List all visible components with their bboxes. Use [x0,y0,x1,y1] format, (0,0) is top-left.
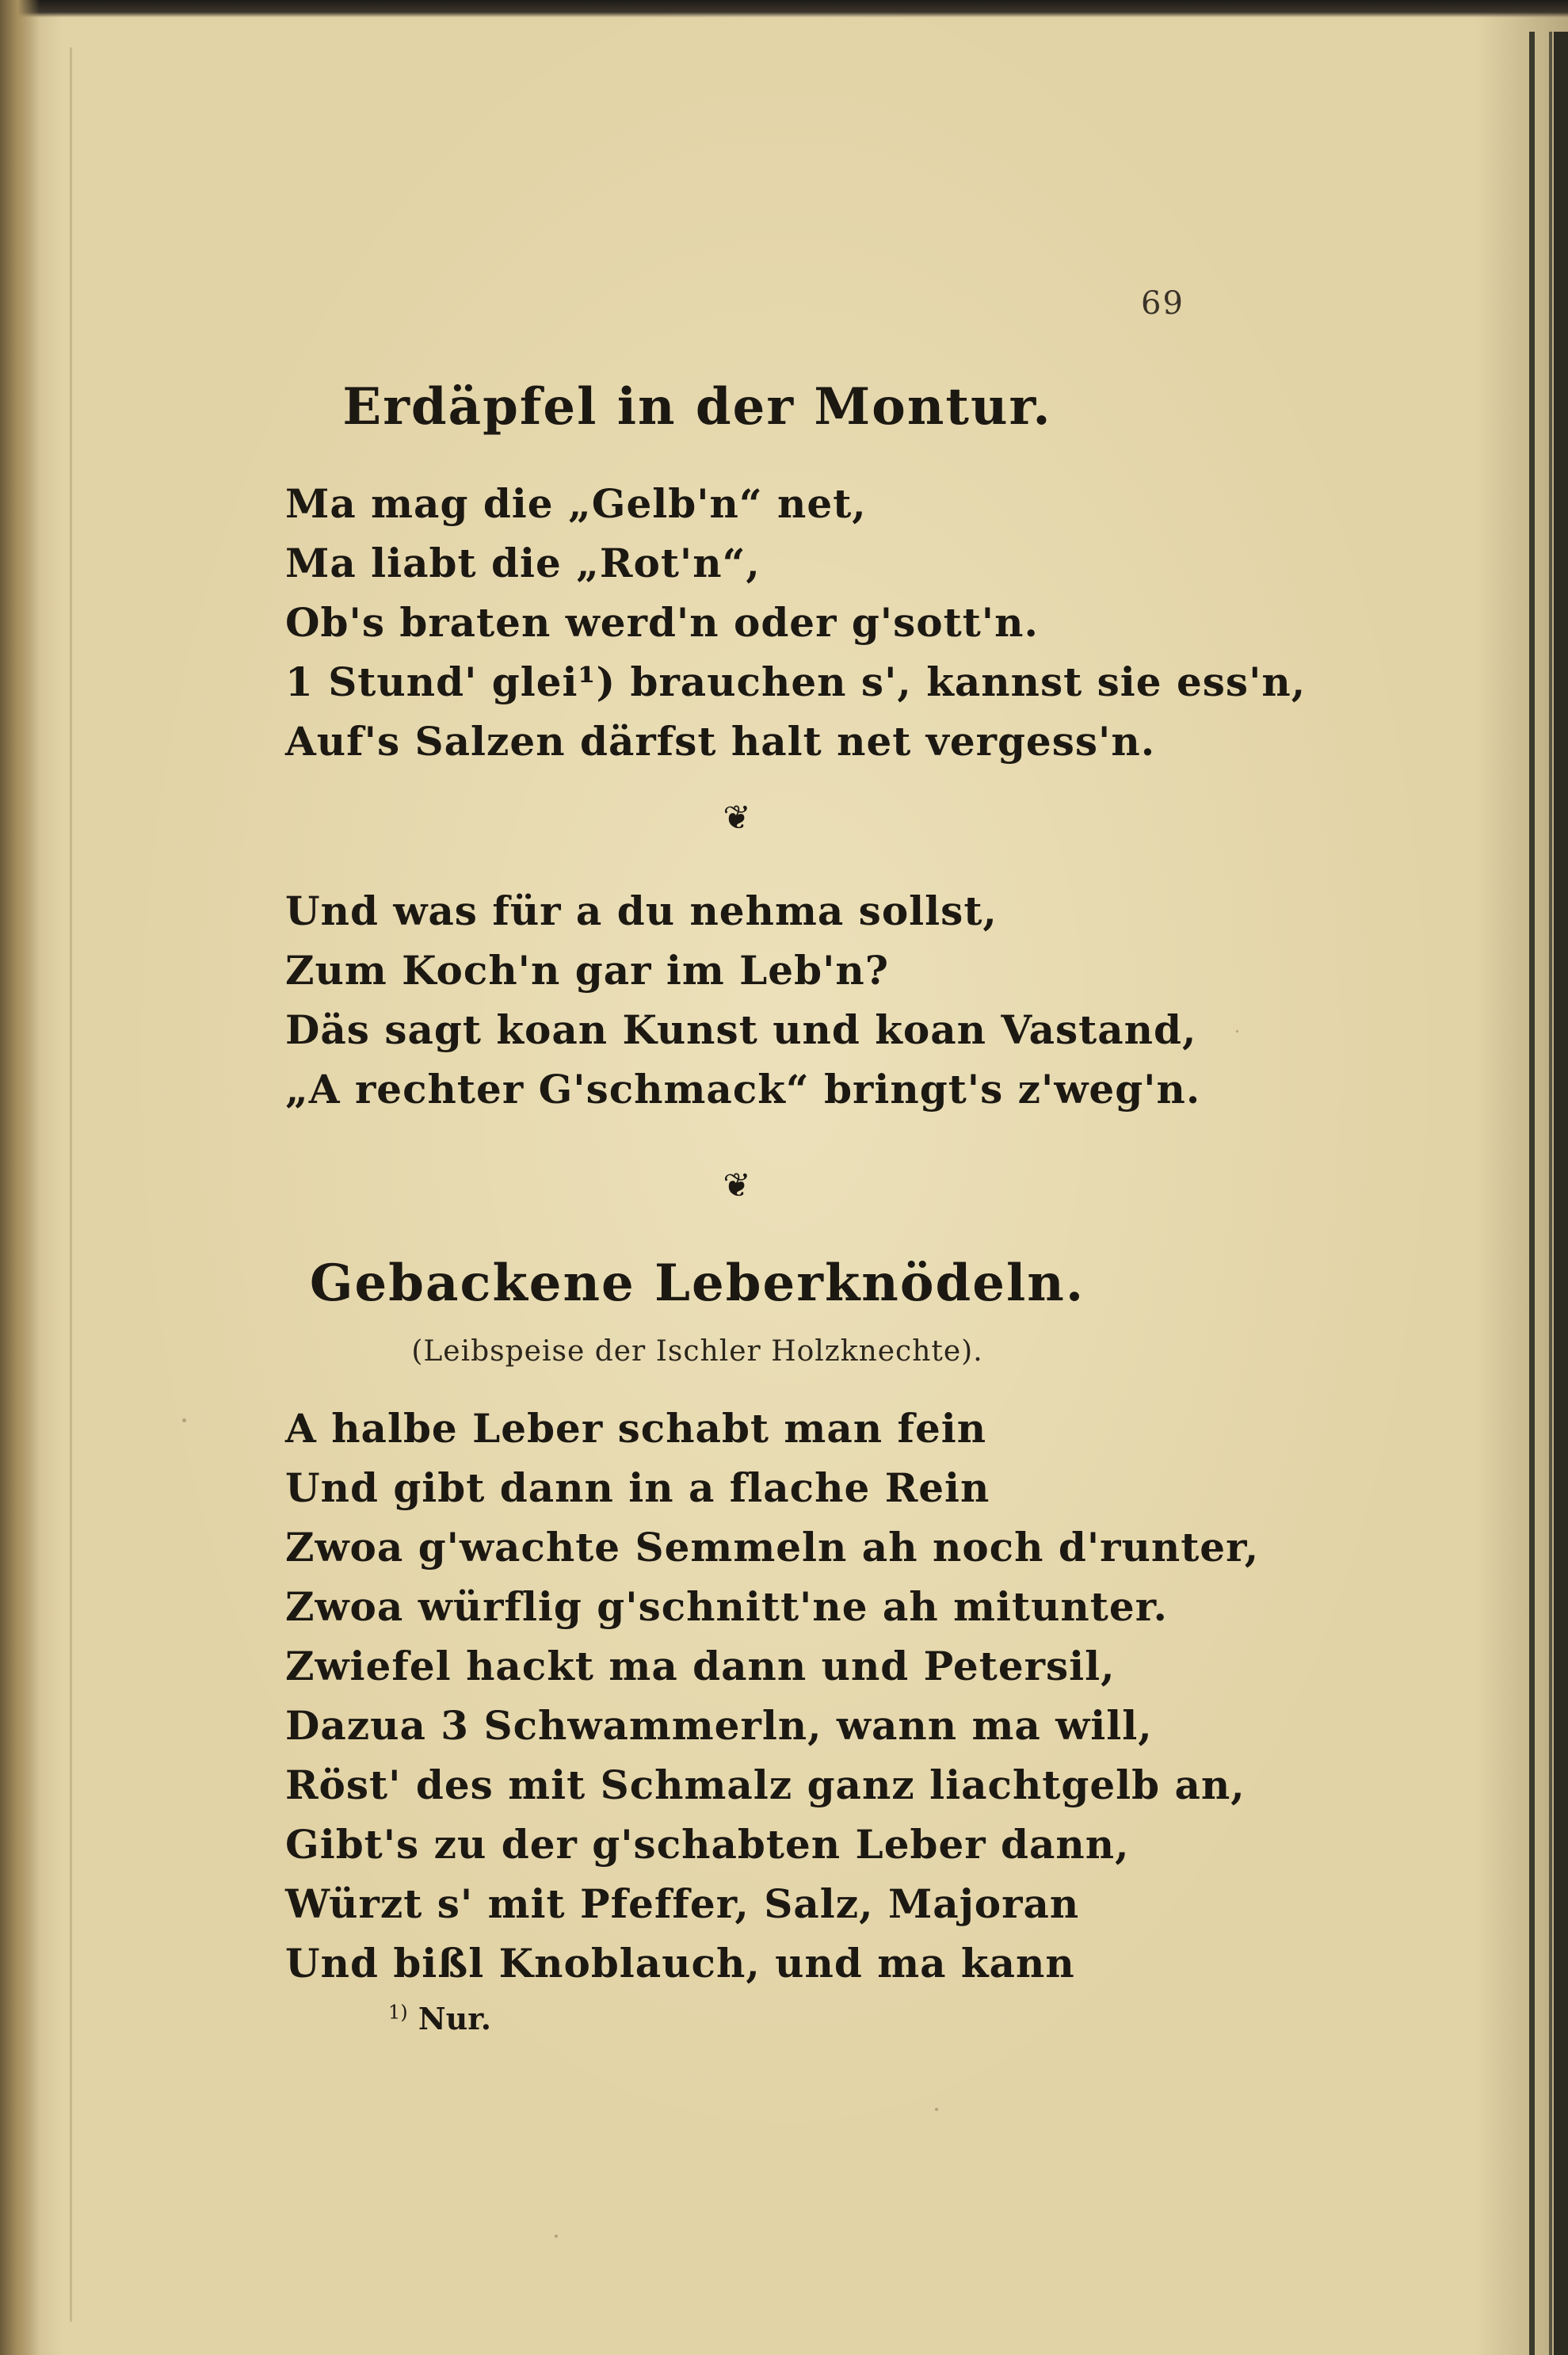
footnote [388,2001,864,2036]
footnote-marker: 1) [388,2001,408,2024]
page-number: 69 [1141,285,1185,322]
paper-speck [555,2235,558,2238]
poem-line: Gibt's zu der g'schabten Leber dann, [285,1821,1130,1868]
poem-stanza-gschmack [285,881,1236,1119]
poem-line: Und gibt dann in a flache Rein [285,1464,990,1511]
poem-line: „A rechter G'schmack“ bringt's z'weg'n. [285,1066,1201,1113]
paper-speck [1236,1030,1238,1032]
poem-stanza-leberknoedeln [285,1399,1260,1993]
footnote-text: Nur. [418,2001,491,2036]
poem-line: Zwiefel hackt ma dann und Petersil, [285,1643,1116,1689]
page-spine-edge [0,0,40,2355]
poem-line: A halbe Leber schabt man fein [285,1405,987,1452]
poem-line: Zwoa g'wachte Semmeln ah noch d'runter, [285,1524,1260,1571]
paper-speck [935,2108,938,2111]
poem-line: Röst' des mit Schmalz ganz liachtgelb an, [285,1761,1246,1808]
section-title-leberknoedeln: Gebackene Leberknödeln. [309,1254,1085,1313]
poem-line: Und was für a du nehma sollst, [285,887,998,934]
poem-line: Und bißl Knoblauch, und ma kann [285,1940,1075,1987]
section-subtitle: (Leibspeise der Ischler Holzknechte). [411,1335,983,1368]
poem-line: Würzt s' mit Pfeffer, Salz, Majoran [285,1880,1080,1927]
paper-speck [182,1418,186,1422]
poem-line: Ma liabt die „Rot'n“, [285,540,761,586]
scan-right-border-inner [1549,32,1552,2355]
poem-line: Dazua 3 Schwammerln, wann ma will, [285,1702,1153,1749]
poem-line: Auf's Salzen därfst halt net vergess'n. [285,718,1156,765]
poem-line: Zwoa würflig g'schnitt'ne ah mitunter. [285,1583,1168,1630]
poem-line: Ma mag die „Gelb'n“ net, [285,480,867,527]
scan-right-border [1529,32,1535,2355]
poem-line: Däs sagt koan Kunst und koan Vastand, [285,1006,1197,1053]
scan-top-edge [0,0,1568,17]
poem-stanza-erdaepfel [285,474,1307,771]
section-title-erdaepfel: Erdäpfel in der Montur. [342,377,1052,437]
scan-right-border-outer [1554,32,1568,2355]
fleuron-ornament-icon: ❦ [723,798,751,837]
poem-line: Zum Koch'n gar im Leb'n? [285,947,890,994]
poem-line: 1 Stund' glei¹) brauchen s', kannst sie ess'n, [285,658,1307,705]
fleuron-ornament-icon: ❦ [723,1166,751,1204]
poem-line: Ob's braten werd'n oder g'sott'n. [285,599,1039,646]
